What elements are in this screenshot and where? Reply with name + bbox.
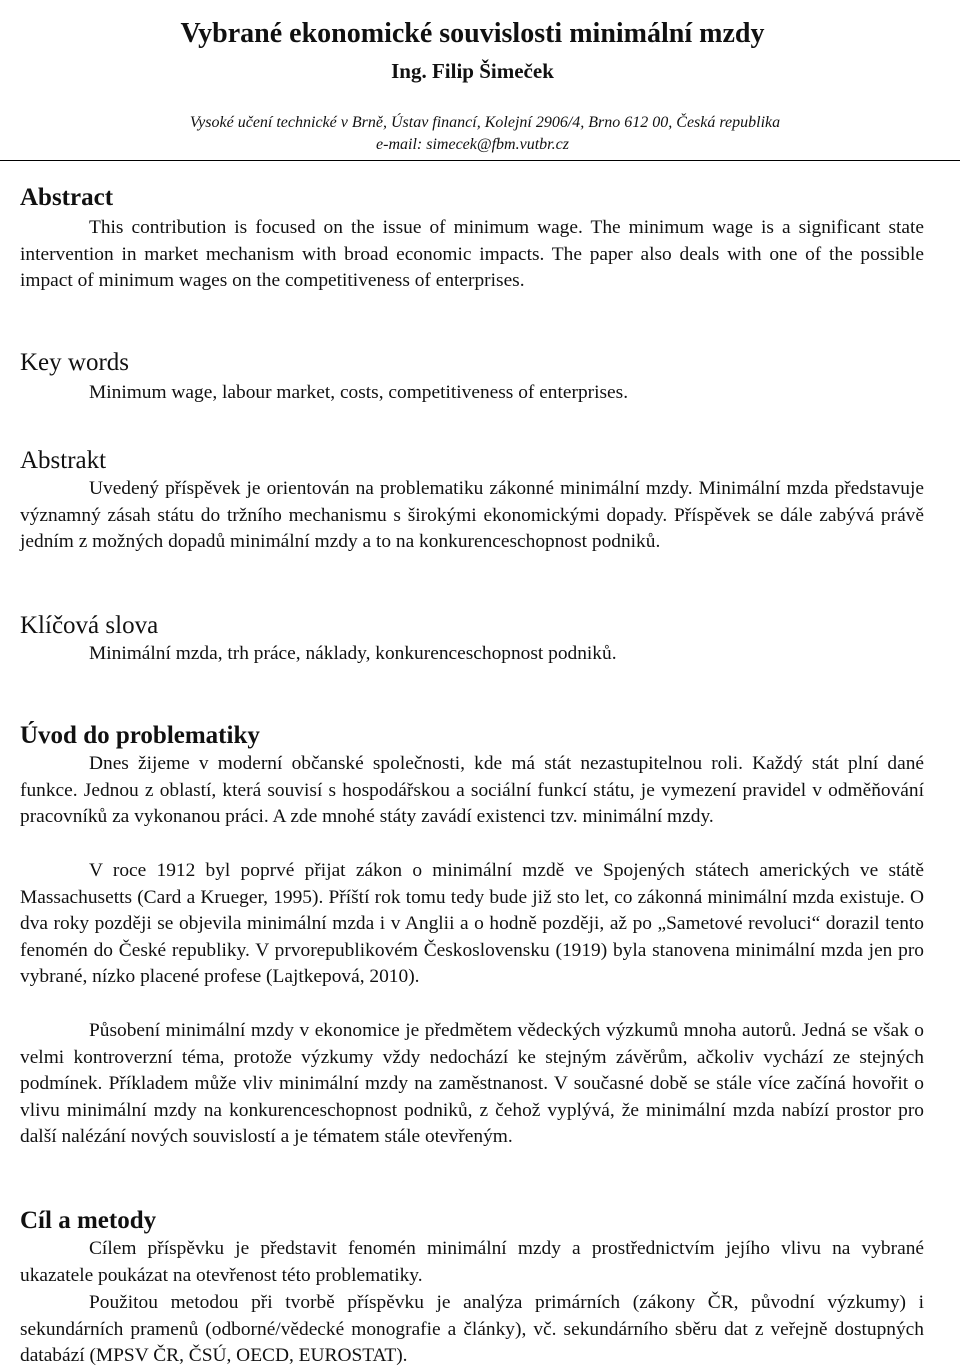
keywords-heading: Key words — [20, 349, 130, 376]
author-name: Ing. Filip Šimeček — [391, 59, 554, 83]
cil-paragraph-1: Cílem příspěvku je představit fenomén minimální mzdy a prostřednictvím jejího vlivu na vybrané ukazatele poukázat na otevřenost této problematiky. — [20, 1238, 924, 1286]
author-email: e-mail: simecek@fbm.vutbr.cz — [376, 136, 569, 153]
affiliation: Vysoké učení technické v Brně, Ústav financí, Kolejní 2906/4, Brno 612 00, Česká republika — [189, 114, 781, 131]
uvod-heading: Úvod do problematiky — [20, 722, 260, 749]
uvod-paragraph-2: V roce 1912 byl poprvé přijat zákon o minimální mzdě ve Spojených státech amerických ve státě Massachusetts (Card a Krueger, 1995). Příští rok tomu tedy bude již sto let, co zákonná minimální mzda existuje. O dva roky později se objevila minimální mzda i v Anglii a o hodně později, až po „Sametové revoluci“ dorazil tento fenomén do České republiky. V prvorepublikovém Československu (1919) byla stanovena minimální mzda jen pro vybrané, nízko placené profese (Lajtkepová, 2010). — [20, 860, 924, 988]
keywords-text: Minimum wage, labour market, costs, competitiveness of enterprises. — [89, 382, 629, 403]
header-divider — [0, 160, 960, 161]
paper-title: Vybrané ekonomické souvislosti minimální mzdy — [180, 17, 765, 49]
abstrakt-text: Uvedený příspěvek je orientován na problematiku zákonné minimální mzdy. Minimální mzda představuje významný zásah státu do tržního mechanismu s širokými ekonomickými dopady. Příspěvek se dále zabývá právě jedním z možných dopadů minimální mzdy a to na konkurenceschopnost podniků. — [20, 478, 924, 553]
uvod-paragraph-1: Dnes žijeme v moderní občanské společnosti, kde má stát nezastupitelnou roli. Každý stát plní dané funkce. Jednou z oblastí, která souvisí s hospodářskou a sociální funkcí státu, je vymezení pravidel v odměňování pracovníků za vykonanou práci. A zde mnohé státy zavádí existenci tzv. minimální mzdy. — [20, 753, 924, 828]
klicova-slova-heading: Klíčová slova — [20, 612, 159, 639]
abstract-text: This contribution is focused on the issue of minimum wage. The minimum wage is a significant state intervention in market mechanism with broad economic impacts. The paper also deals with one of the possible impact of minimum wages on the competitiveness of enterprises. — [20, 217, 924, 292]
cil-paragraph-2: Použitou metodou při tvorbě příspěvku je analýza primárních (zákony ČR, původní výzkumy) i sekundárních pramenů (odborné/vědecké monografie a články), vč. sekundárního sběru dat z veřejně dostupných databází (MPSV ČR, ČSÚ, OECD, EUROSTAT). — [20, 1292, 924, 1367]
cil-heading: Cíl a metody — [20, 1207, 157, 1234]
abstract-heading: Abstract — [20, 184, 114, 211]
abstrakt-heading: Abstrakt — [20, 447, 107, 474]
uvod-paragraph-3: Působení minimální mzdy v ekonomice je předmětem vědeckých výzkumů mnoha autorů. Jedná se však o velmi kontroverzní téma, protože výzkumy vždy nedochází ke stejným závěrům, ačkoliv vychází ze stejných podmínek. Příkladem může vliv minimální mzdy na zaměstnanost. V současné době se stále více začíná hovořit o vlivu minimální mzdy na konkurenceschopnost podniků, z čehož vyplývá, že minimální mzda nabízí prostor pro další nalézání nových souvislostí a je tématem stále otevřeným. — [20, 1020, 924, 1148]
klicova-slova-text: Minimální mzda, trh práce, náklady, konkurenceschopnost podniků. — [89, 643, 617, 664]
